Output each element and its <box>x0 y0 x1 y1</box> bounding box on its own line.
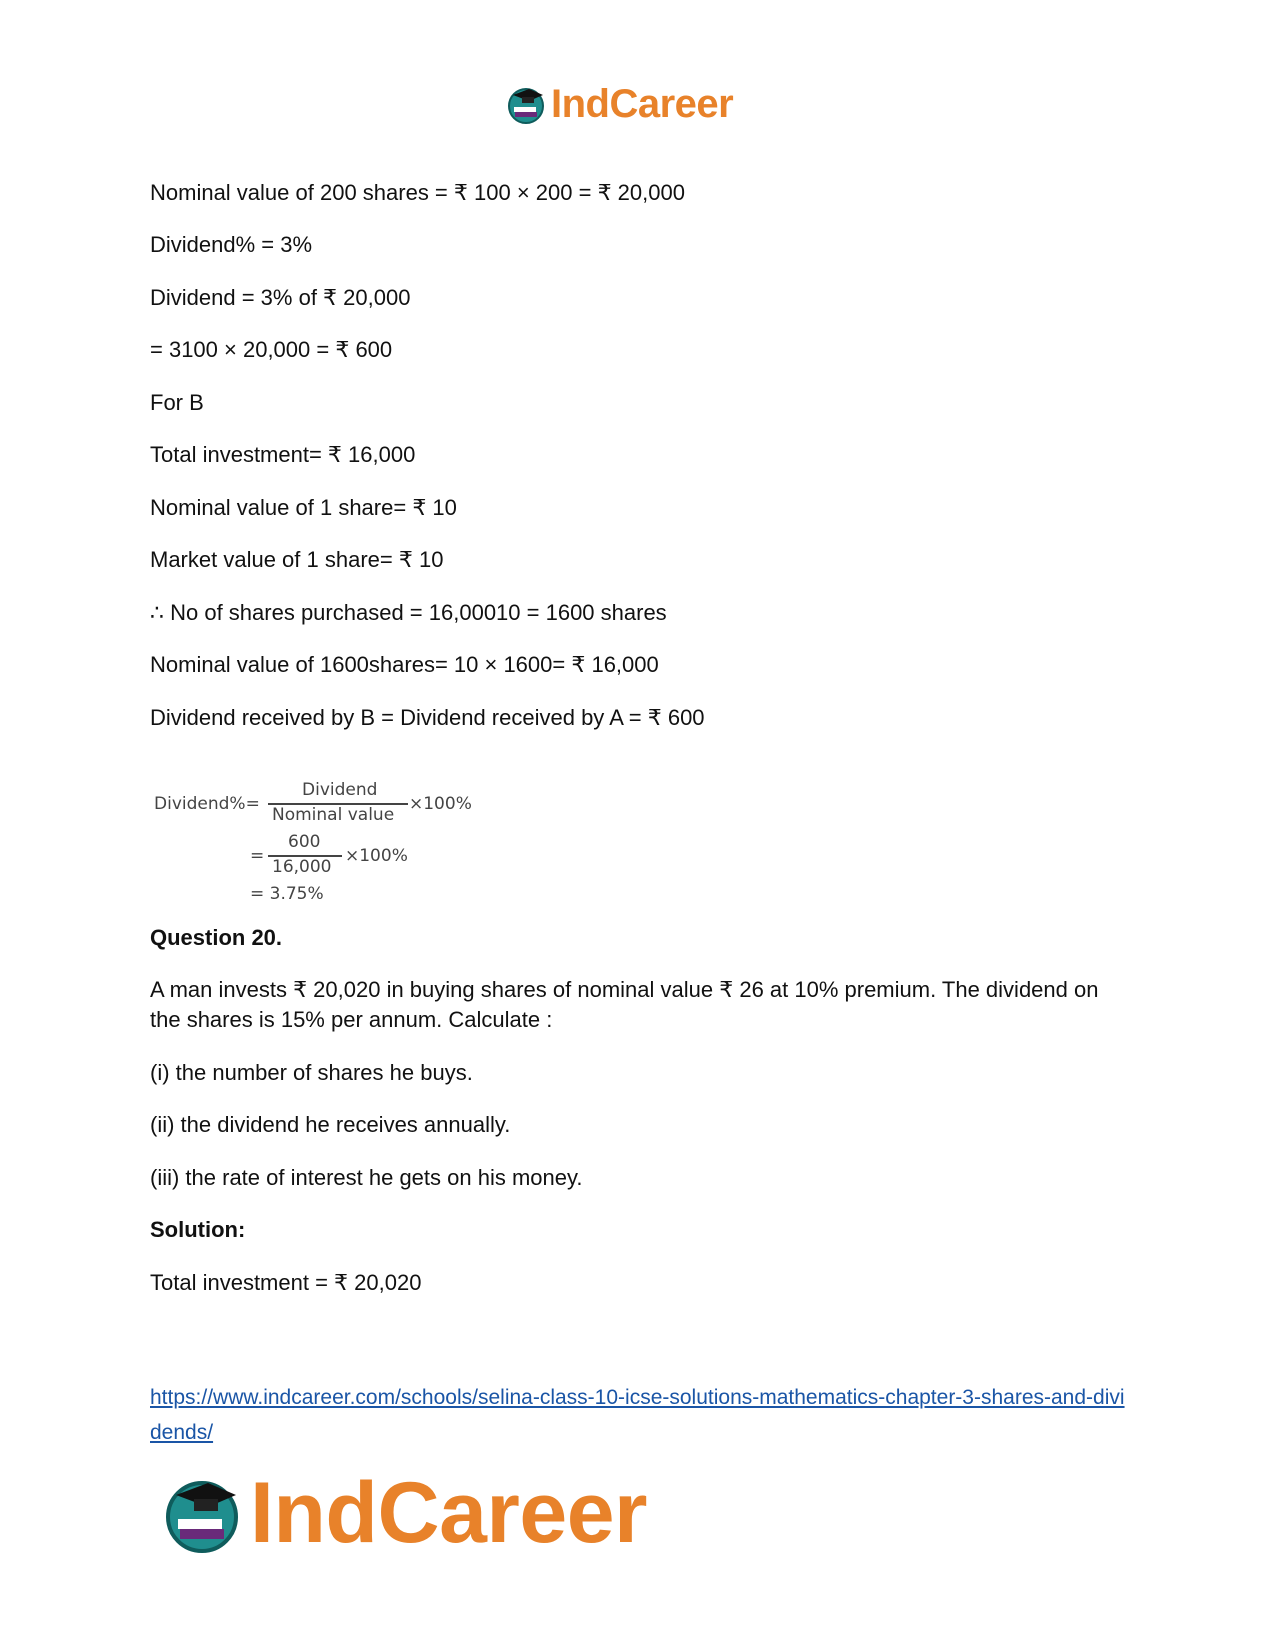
graduation-book-icon <box>505 83 547 125</box>
text-line: For B <box>150 390 204 415</box>
solution-title: Solution: <box>150 1217 246 1242</box>
text-line: Nominal value of 1 share= ₹ 10 <box>150 495 457 520</box>
graduation-book-icon <box>160 1471 244 1555</box>
question-part: (i) the number of shares he buys. <box>150 1060 473 1085</box>
question-text: A man invests ₹ 20,020 in buying shares of nominal value ₹ 26 at 10% premium. The dividend on the shares is 15% per annum. Calculate : <box>150 977 1099 1032</box>
question-title: Question 20. <box>150 925 283 950</box>
logo-text: IndCareer <box>250 1464 647 1561</box>
formula-multiplier: ×100% <box>345 846 408 866</box>
text-line: Dividend = 3% of ₹ 20,000 <box>150 285 411 310</box>
source-link[interactable]: https://www.indcareer.com/schools/selina-class-10-icse-solutions-mathematics-chapter-3-shares-and-dividends/ <box>150 1386 1125 1444</box>
text-line: Nominal value of 1600shares= 10 × 1600= ₹ 16,000 <box>150 652 659 677</box>
text-line: Nominal value of 200 shares = ₹ 100 × 200 = ₹ 20,000 <box>150 180 685 205</box>
formula-denominator: Nominal value <box>272 805 395 825</box>
formula-numerator: 600 <box>288 832 321 852</box>
text-line: Dividend received by B = Dividend received by A = ₹ 600 <box>150 705 705 730</box>
dividend-formula <box>154 782 514 922</box>
indcareer-logo-bottom <box>160 1464 647 1561</box>
text-line: Dividend% = 3% <box>150 232 313 257</box>
text-line: Total investment= ₹ 16,000 <box>150 442 416 467</box>
formula-equals: = <box>250 846 265 866</box>
logo-text: IndCareer <box>551 81 734 126</box>
formula-multiplier: ×100% <box>409 794 472 814</box>
question-part: (ii) the dividend he receives annually. <box>150 1112 511 1137</box>
solution-line: Total investment = ₹ 20,020 <box>150 1270 422 1295</box>
indcareer-logo-top <box>505 80 733 128</box>
formula-lhs: Dividend%= <box>154 794 260 814</box>
formula-result: = 3.75% <box>250 884 324 904</box>
text-line: ∴ No of shares purchased = 16,00010 = 1600 shares <box>150 600 667 625</box>
text-line: Market value of 1 share= ₹ 10 <box>150 547 444 572</box>
question-part: (iii) the rate of interest he gets on his money. <box>150 1165 583 1190</box>
formula-denominator: 16,000 <box>272 857 332 877</box>
formula-numerator: Dividend <box>302 780 378 800</box>
text-line: = 3100 × 20,000 = ₹ 600 <box>150 337 393 362</box>
